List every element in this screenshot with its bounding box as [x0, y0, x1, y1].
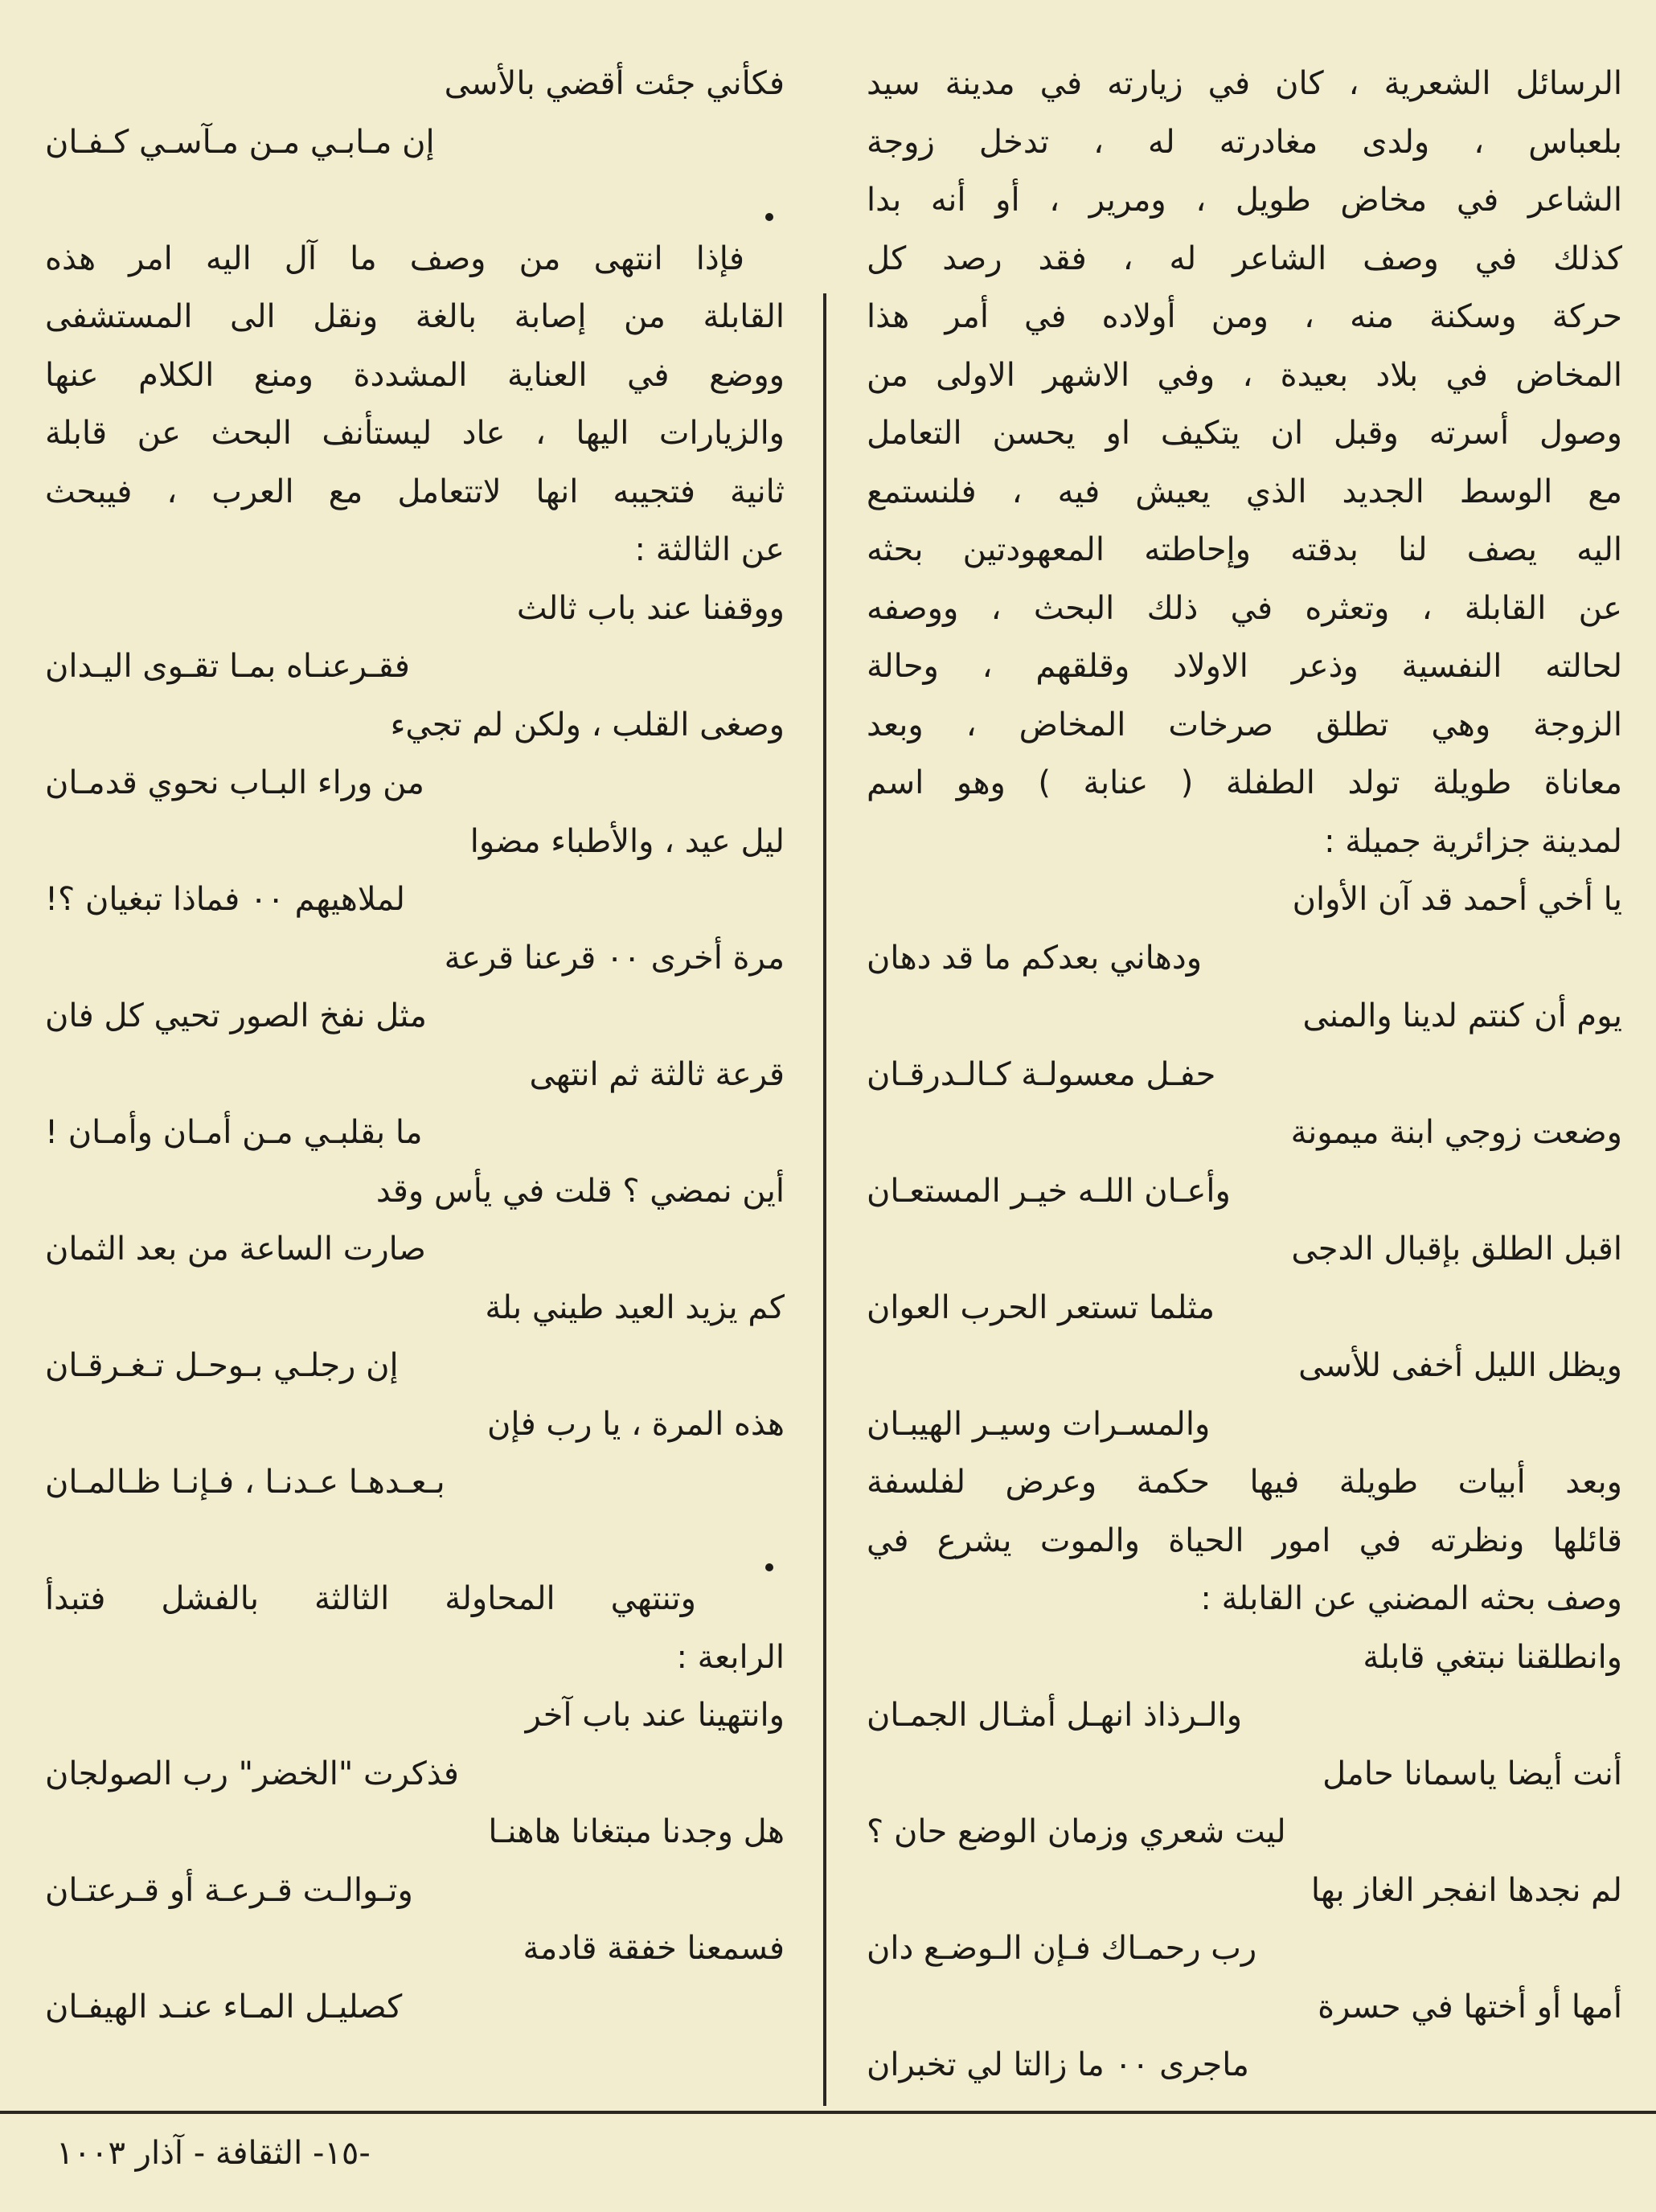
right-column-line: كذلك في وصف الشاعر له ، فقد رصد كل [867, 240, 1622, 277]
right-column-line: وانطلقنا نبتغي قابلة [1363, 1638, 1622, 1676]
right-column [867, 55, 1622, 2095]
left-column-line: فكأني جئت أقضي بالأسى [444, 65, 785, 102]
left-column-line [45, 1512, 785, 1571]
right-column-line: معاناة طويلة تولد الطفلة ( عنابة ) وهو اسم [867, 764, 1622, 801]
right-column-line: مع الوسط الجديد الذي يعيش فيه ، فلنستمع [867, 473, 1622, 510]
left-column-line: ليل عيد ، والأطباء مضوا [469, 822, 785, 860]
right-column-line: والـرذاذ انهـل أمثـال الجمـان [867, 1697, 1243, 1734]
left-column-line: فقـرعنـاه بمـا تقـوى اليـدان [45, 648, 410, 685]
left-column-line: ما بقلبـي مـن أمـان وأمـان ! [45, 1114, 423, 1151]
left-column-line: بـعـدهـا عـدنـا ، فـإنـا ظـالمـان [45, 1464, 445, 1501]
right-column-line: الرسائل الشعرية ، كان في زيارته في مدينة سيد [867, 65, 1622, 102]
left-column [45, 55, 785, 2036]
left-column-line: فذكرت "الخضر" رب الصولجان [45, 1755, 459, 1792]
right-column-line: لحالته النفسية وذعر الاولاد وقلقهم ، وحالة [867, 648, 1622, 685]
left-column-line: إن رجلـي بـوحـل تـغـرقـان [45, 1347, 399, 1384]
column-divider [823, 293, 826, 2106]
left-column-line [45, 171, 785, 230]
footer-rule [0, 2111, 1656, 2114]
left-column-line: هل وجدنا مبتغانا هاهنـا [488, 1813, 785, 1850]
section-dot [765, 1563, 773, 1571]
right-column-line: ليت شعري وزمان الوضع حان ؟ [867, 1813, 1286, 1850]
right-column-line: اليه يصف لنا بدقته وإحاطته المعهودتين بحثه [867, 531, 1622, 568]
right-column-line: أنت أيضا ياسمانا حامل [1322, 1755, 1622, 1792]
left-column-line: ووقفنا عند باب ثالث [516, 589, 785, 627]
right-column-line: وصول أسرته وقبل ان يتكيف او يحسن التعامل [867, 415, 1622, 452]
right-column-line: مثلما تستعر الحرب العوان [867, 1288, 1215, 1326]
left-column-line: كصليـل المـاء عنـد الهيفـان [45, 1988, 403, 2026]
right-column-line: ويظل الليل أخفى للأسى [1298, 1347, 1622, 1384]
left-column-line: صارت الساعة من بعد الثمان [45, 1231, 426, 1268]
left-column-line: فإذا انتهى من وصف ما آل اليه امر هذه [45, 240, 744, 277]
left-column-line: الرابعة : [676, 1638, 785, 1676]
right-column-line: الشاعر في مخاض طويل ، ومرير ، أو أنه بدا [867, 182, 1622, 219]
left-column-line: من وراء البـاب نحوي قدمـان [45, 764, 424, 801]
right-column-line: الزوجة وهي تطلق صرخات المخاض ، وبعد [867, 706, 1622, 743]
right-column-line: المخاض في بلاد بعيدة ، وفي الاشهر الاولى من [867, 356, 1622, 394]
left-column-line: قرعة ثالثة ثم انتهى [529, 1055, 785, 1093]
right-column-line: وصف بحثه المضني عن القابلة : [1200, 1580, 1622, 1617]
right-column-line: أمها أو أختها في حسرة [1318, 1988, 1622, 2026]
right-column-line: لمدينة جزائرية جميلة : [1324, 822, 1622, 860]
left-column-line: أين نمضي ؟ قلت في يأس وقد [375, 1172, 785, 1210]
left-column-line: والزيارات اليها ، عاد ليستأنف البحث عن قابلة [45, 415, 785, 452]
right-column-line: حركة وسكنة منه ، ومن أولاده في أمر هذا [867, 298, 1622, 335]
right-column-line: ماجرى ٠٠ ما زالتا لي تخبران [867, 2046, 1249, 2083]
left-column-line: مرة أخرى ٠٠ قرعنا قرعة [444, 939, 785, 977]
left-column-line: ثانية فتجيبه انها لاتتعامل مع العرب ، فيبحث [45, 473, 785, 510]
right-column-line: رب رحمـاك فـإن الـوضـع دان [867, 1930, 1257, 1967]
right-column-line: وأعـان اللـه خيـر المستعـان [867, 1172, 1231, 1210]
right-column-line: وضعت زوجي ابنة ميمونة [1290, 1114, 1622, 1151]
left-column-line: لملاهيهم ٠٠ فماذا تبغيان ؟! [45, 881, 405, 918]
right-column-line: بلعباس ، ولدى مغادرته له ، تدخل زوجة [867, 123, 1622, 161]
left-column-line: ووضع في العناية المشددة ومنع الكلام عنها [45, 356, 785, 394]
left-column-line: فسمعنا خفقة قادمة [523, 1930, 785, 1967]
right-column-line: عن القابلة ، وتعثره في ذلك البحث ، ووصفه [867, 589, 1622, 627]
left-column-line: كم يزيد العيد طيني بلة [485, 1288, 785, 1326]
left-column-line: القابلة من إصابة بالغة ونقل الى المستشفى [45, 298, 785, 335]
right-column-line: ودهاني بعدكم ما قد دهان [867, 939, 1203, 977]
left-column-line: إن مـابـي مـن مـآسـي كـفـان [45, 123, 435, 161]
right-column-line: اقبل الطلق بإقبال الدجى [1291, 1231, 1622, 1268]
right-column-line: وبعد أبيات طويلة فيها حكمة وعرض لفلسفة [867, 1464, 1622, 1501]
page-footer: -١٥- الثقافة - آذار ١٠٠٣ [56, 2135, 371, 2172]
left-column-line: وانتهينا عند باب آخر [525, 1697, 785, 1734]
right-column-line: يا أخي أحمد قد آن الأوان [1292, 881, 1622, 918]
left-column-line: عن الثالثة : [634, 531, 785, 568]
left-column-line: هذه المرة ، يا رب فإن [487, 1405, 785, 1443]
left-column-line: وصغى القلب ، ولكن لم تجيء [390, 706, 785, 743]
right-column-line: يوم أن كنتم لدينا والمنى [1302, 997, 1622, 1034]
right-column-line: والمسـرات وسيـر الهيبـان [867, 1405, 1211, 1443]
right-column-line: حفـل معسولـة كـالـدرقـان [867, 1055, 1216, 1093]
left-column-line: وتنتهي المحاولة الثالثة بالفشل فتبدأ [45, 1580, 696, 1617]
left-column-line: مثل نفخ الصور تحيي كل فان [45, 997, 427, 1034]
section-dot [765, 213, 773, 221]
right-column-line: لم نجدها انفجر الغاز بها [1310, 1871, 1622, 1909]
left-column-line: وتـوالـت قـرعـة أو قـرعتـان [45, 1871, 413, 1909]
right-column-line: قائلها ونظرته في امور الحياة والموت يشرع في [867, 1522, 1622, 1559]
